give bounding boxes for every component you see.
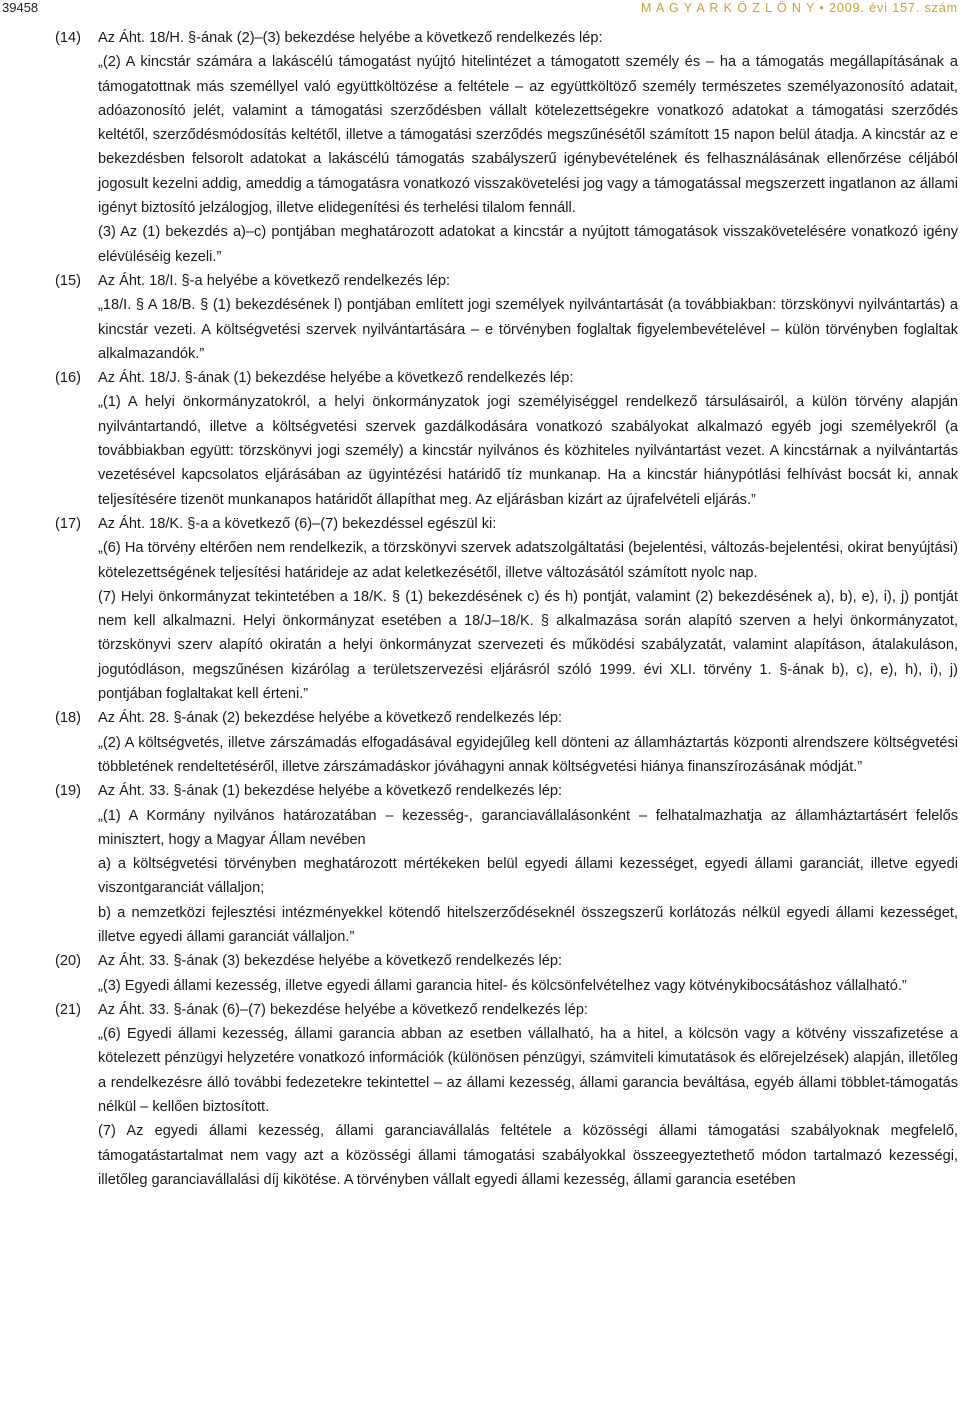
page-number: 39458 [2,0,39,15]
document-body [0,26,960,1192]
amendment-intro: Az Áht. 28. §-ának (2) bekezdése helyébe a következő rendelkezés lép: [98,710,563,727]
amendment-paragraph: (7) Az egyedi állami kezesség, állami garanciavállalás feltétele a közösségi állami támogatási szabályoknak megfelelő, támogatástartalmat nem vagy azt a közösségi állami támogatási szabályokkal összeegyeztethető módon tartalmazó kezességi, illetőleg garanciavállalási díj kikötése. A törvényben vállalt egyedi állami kezesség, állami garancia esetében [98,1123,958,1188]
amendment-paragraph: „18/I. § A 18/B. § (1) bekezdésének l) pontjában említett jogi személyek nyilvántartását (a továbbiakban: törzskönyvi nyilvántartás) a kincstár vezeti. A költségvetési szervek nyilvántartására – e törvényben foglaltak figyelembevételével – külön törvényben foglaltak alkalmazandók.” [98,297,958,362]
amendment-paragraph: „(1) A helyi önkormányzatokról, a helyi önkormányzatok jogi személyiséggel rendelkező társulásairól, a külön törvény alapján nyilvántartandó, illetve a költségvetési szervek gazdálkodására vonatkozó szabályokat alkalmazó egyéb jogi személyekről (a továbbiakban együtt: törzskönyvi jogi személy) a kincstár nyilvános és közhiteles nyilvántartást vezet. A kincstárnak a nyilvántartás vezetésével kapcsolatos eljárásában az ügyintézési határidő tíz munkanap. Ha a kincstár hiánypótlási felhívást bocsát ki, annak teljesítésére tizenöt munkanapos határidőt állapíthat meg. Az eljárásban kizárt az újrafelvételi eljárás.” [98,394,958,508]
journal-title: M A G Y A R K Ö Z L Ö N Y • 2009. évi 157. szám [641,1,958,15]
amendment-intro: Az Áht. 33. §-ának (6)–(7) bekezdése helyébe a következő rendelkezés lép: [98,1001,588,1018]
amendment-point-b: b) a nemzetközi fejlesztési intézményekkel kötendő hitelszerződéseknél összegszerű korlátozás nélkül egyedi állami kezességet, illetve egyedi állami garanciát vállaljon.” [98,904,958,945]
amendment-intro: Az Áht. 33. §-ának (1) bekezdése helyébe a következő rendelkezés lép: [98,783,563,800]
amendment-paragraph: „(3) Egyedi állami kezesség, illetve egyedi állami garancia hitel- és kölcsönfelvételhez vagy kötvénykibocsátáshoz vállalható.” [98,977,907,994]
amendment-paragraph: „(2) A kincstár számára a lakáscélú támogatást nyújtó hitelintézet a támogatott személy és – ha a támogatás megállapításának a támogatottnak más személlyel való együttköltözése a feltétele – az együttköltöző személy természetes személyazonosító adatait, adóazonosító jelét, valamint a támogatási szerződésben vállalt kötelezettségekre vonatkozó adatokat a támogatási szerződés keltétől, szerződésmódosítás keltétől, illetve a támogatási szerződés megszűnésétől számított 15 napon belül átadja. A kincstár az e bekezdésben felsorolt adatokat a lakáscélú támogatás szabályszerű igénybevételének és felhasználásának ellenőrzése céljából jogosult kezelni addig, ameddig a támogatásra vonatkozó visszakövetelési jog vagy a támogatással megszerzett ingatlanon az állami igényt biztosító jelzálogjog, illetve elidegenítési és terhelési tilalom fennáll. [98,54,958,217]
amendment-intro: Az Áht. 33. §-ának (3) bekezdése helyébe a következő rendelkezés lép: [98,953,563,970]
item-number: (15) [55,272,81,289]
amendment-paragraph: „(6) Ha törvény eltérően nem rendelkezik, a törzskönyvi szervek adatszolgáltatási (bejelentési, változás-bejelentési, okirat benyújtási) kötelezettségének teljesítési határideje az adat keletkezésétől, illetve változásától számított nyolc nap. [98,540,958,581]
item-number: (14) [55,30,81,46]
item-number: (16) [55,370,81,387]
amendment-paragraph: „(1) A Kormány nyilvános határozatában – kezesség-, garanciavállalásonként – felhatalmazhatja az államháztartásért felelős minisztert, hogy a Magyar Állam nevében [98,807,958,848]
item-number: (17) [55,515,81,532]
amendment-17 [0,512,960,706]
amendment-paragraph: „(6) Egyedi állami kezesség, állami garancia abban az esetben vállalható, ha a hitel, a kölcsön vagy a kötvény visszafizetése a kötelezett pénzügyi helyzetére vonatkozó információk (különösen pénzügyi, számviteli kimutatások és előrejelzések) alapján, illetőleg a rendelkezésre álló további fedezetekre tekintettel – az állami kezesség, állami garancia beváltása, egyéb állami többlet-támogatás nélkül – kellően biztosított. [98,1026,958,1116]
amendment-15 [0,269,960,366]
item-number: (19) [55,783,81,800]
amendment-point-a: a) a költségvetési törvényben meghatározott mértékeken belül egyedi állami kezességet, egyedi állami garanciát, illetve egyedi viszontgaranciát vállaljon; [98,856,958,897]
amendment-paragraph: „(2) A költségvetés, illetve zárszámadás elfogadásával egyidejűleg kell dönteni az államháztartás központi alrendszere költségvetési többletének rendeltetéséről, illetve zárszámadáskor jóváhagyni annak költségvetési hiánya finanszírozásának módját.” [98,734,958,775]
amendment-paragraph: (7) Helyi önkormányzat tekintetében a 18/K. § (1) bekezdésének c) és h) pontját, valamint (2) bekezdésének a), b), e), i), j) pontját nem kell alkalmazni. Helyi önkormányzat esetében a 18/J–18/K. § alkalmazása során alapító szerven a helyi önkormányzatot, törzskönyvi szerv alapító okiratán a helyi önkormányzat szervezeti és működési szabályzatát, valamint alapításon, átalakuláson, jogutódláson, megszűnésen kizárólag a területszervezési eljárásról szóló 1999. évi XLI. törvény 1. §-ának b), c), e), h), i), j) pontjában foglaltakat kell érteni.” [98,588,958,703]
amendment-16 [0,366,960,512]
amendment-intro: Az Áht. 18/J. §-ának (1) bekezdése helyébe a következő rendelkezés lép: [98,370,574,387]
amendment-paragraph: (3) Az (1) bekezdés a)–c) pontjában meghatározott adatokat a kincstár a nyújtott támogatások visszakövetelésére vonatkozó igény elévüléséig kezeli.” [98,224,958,265]
amendment-intro: Az Áht. 18/K. §-a a következő (6)–(7) bekezdéssel egészül ki: [98,515,497,532]
amendment-18 [0,706,960,779]
page-header [0,0,960,22]
amendment-intro: Az Áht. 18/I. §-a helyébe a következő rendelkezés lép: [98,272,451,289]
amendment-21 [0,998,960,1192]
amendment-intro: Az Áht. 18/H. §-ának (2)–(3) bekezdése helyébe a következő rendelkezés lép: [98,30,603,46]
amendment-19 [0,779,960,949]
item-number: (20) [55,953,81,970]
amendment-14 [0,26,960,269]
item-number: (21) [55,1001,81,1018]
amendment-20 [0,949,960,998]
item-number: (18) [55,710,81,727]
